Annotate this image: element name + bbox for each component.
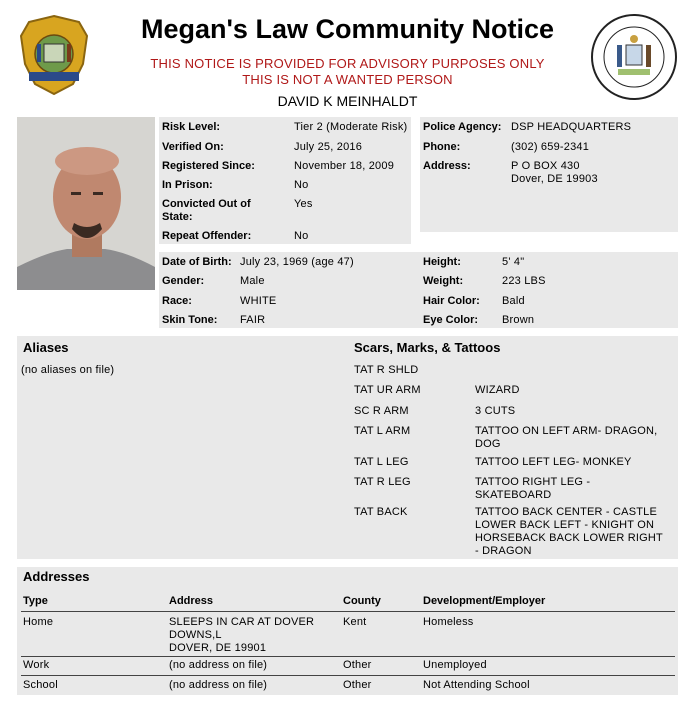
skin-label: Skin Tone: bbox=[162, 314, 218, 326]
height-value: 5' 4" bbox=[502, 256, 525, 268]
aliases-empty: (no aliases on file) bbox=[21, 364, 115, 376]
scar-desc: TATTOO BACK CENTER - CASTLE bbox=[475, 506, 658, 518]
verified-label: Verified On: bbox=[162, 141, 224, 153]
advisory-line-1: THIS NOTICE IS PROVIDED FOR ADVISORY PURPOSES ONLY bbox=[150, 56, 545, 71]
scar-desc-line-2: SKATEBOARD bbox=[475, 489, 552, 501]
risk-level-label: Risk Level: bbox=[162, 121, 221, 133]
address-row-county: Other bbox=[343, 679, 372, 691]
scar-code: TAT L ARM bbox=[354, 425, 411, 437]
convicted-oos-label-1: Convicted Out of bbox=[162, 198, 251, 210]
scar-code: TAT UR ARM bbox=[354, 384, 421, 396]
agency-address-line-2: Dover, DE 19903 bbox=[511, 173, 598, 185]
address-row-line-1: (no address on file) bbox=[169, 679, 268, 691]
race-label: Race: bbox=[162, 295, 192, 307]
address-row-type: Home bbox=[23, 616, 54, 628]
scar-desc: TATTOO ON LEFT ARM- DRAGON, bbox=[475, 425, 658, 437]
address-row-line-2: DOWNS,L bbox=[169, 629, 222, 641]
page-title: Megan's Law Community Notice bbox=[141, 14, 554, 44]
gender-label: Gender: bbox=[162, 275, 205, 287]
scars-heading: Scars, Marks, & Tattoos bbox=[354, 340, 501, 355]
address-row-line-3: DOVER, DE 19901 bbox=[169, 642, 267, 654]
address-row-county: Other bbox=[343, 659, 372, 671]
scar-desc-line-4: - DRAGON bbox=[475, 545, 532, 557]
row-divider bbox=[21, 675, 675, 676]
eye-value: Brown bbox=[502, 314, 535, 326]
dob-value: July 23, 1969 (age 47) bbox=[240, 256, 354, 268]
address-label: Address: bbox=[423, 160, 471, 172]
scar-desc: 3 CUTS bbox=[475, 405, 516, 417]
scar-desc: TATTOO RIGHT LEG - bbox=[475, 476, 591, 488]
scar-desc-line-2: DOG bbox=[475, 438, 501, 450]
offender-name: DAVID K MEINHALDT bbox=[277, 93, 418, 109]
height-label: Height: bbox=[423, 256, 461, 268]
scar-code: TAT BACK bbox=[354, 506, 408, 518]
row-divider bbox=[21, 656, 675, 657]
offender-photo bbox=[17, 117, 155, 290]
eye-label: Eye Color: bbox=[423, 314, 479, 326]
scar-code: SC R ARM bbox=[354, 405, 409, 417]
verified-value: July 25, 2016 bbox=[294, 141, 363, 153]
physical-panel bbox=[159, 252, 678, 328]
gender-value: Male bbox=[240, 275, 265, 287]
address-row-type: Work bbox=[23, 659, 50, 671]
dob-label: Date of Birth: bbox=[162, 256, 232, 268]
col-address-header: Address bbox=[169, 595, 214, 607]
address-row-line-1: SLEEPS IN CAR AT DOVER bbox=[169, 616, 315, 628]
scar-code: TAT L LEG bbox=[354, 456, 409, 468]
col-employer-header: Development/Employer bbox=[423, 595, 546, 607]
phone-value: (302) 659-2341 bbox=[511, 141, 590, 153]
scar-code: TAT R SHLD bbox=[354, 364, 419, 376]
header-divider bbox=[21, 611, 675, 612]
scar-desc-line-2: LOWER BACK LEFT - KNIGHT ON bbox=[475, 519, 655, 531]
aliases-heading: Aliases bbox=[23, 340, 69, 355]
scar-desc: WIZARD bbox=[475, 384, 520, 396]
convicted-oos-value: Yes bbox=[294, 198, 313, 210]
agency-address-line-1: P O BOX 430 bbox=[511, 160, 580, 172]
address-row-county: Kent bbox=[343, 616, 367, 628]
in-prison-label: In Prison: bbox=[162, 179, 213, 191]
weight-value: 223 LBS bbox=[502, 275, 546, 287]
col-type-header: Type bbox=[23, 595, 48, 607]
convicted-oos-label-2: State: bbox=[162, 211, 193, 223]
registered-value: November 18, 2009 bbox=[294, 160, 395, 172]
weight-label: Weight: bbox=[423, 275, 464, 287]
repeat-value: No bbox=[294, 230, 309, 242]
address-row-employer: Homeless bbox=[423, 616, 474, 628]
police-agency-label: Police Agency: bbox=[423, 121, 502, 133]
in-prison-value: No bbox=[294, 179, 309, 191]
address-row-employer: Unemployed bbox=[423, 659, 487, 671]
scar-desc: TATTOO LEFT LEG- MONKEY bbox=[475, 456, 632, 468]
registered-label: Registered Since: bbox=[162, 160, 255, 172]
hair-label: Hair Color: bbox=[423, 295, 480, 307]
address-row-line-1: (no address on file) bbox=[169, 659, 268, 671]
skin-value: FAIR bbox=[240, 314, 266, 326]
scar-desc-line-3: HORSEBACK BACK LOWER RIGHT bbox=[475, 532, 663, 544]
risk-level-value: Tier 2 (Moderate Risk) bbox=[294, 121, 408, 133]
race-value: WHITE bbox=[240, 295, 277, 307]
addresses-heading: Addresses bbox=[23, 569, 90, 584]
phone-label: Phone: bbox=[423, 141, 461, 153]
col-county-header: County bbox=[343, 595, 381, 607]
address-row-employer: Not Attending School bbox=[423, 679, 530, 691]
advisory-line-2: THIS IS NOT A WANTED PERSON bbox=[242, 72, 453, 87]
hair-value: Bald bbox=[502, 295, 525, 307]
repeat-label: Repeat Offender: bbox=[162, 230, 252, 242]
address-row-type: School bbox=[23, 679, 58, 691]
police-agency-value: DSP HEADQUARTERS bbox=[511, 121, 632, 133]
scar-code: TAT R LEG bbox=[354, 476, 411, 488]
